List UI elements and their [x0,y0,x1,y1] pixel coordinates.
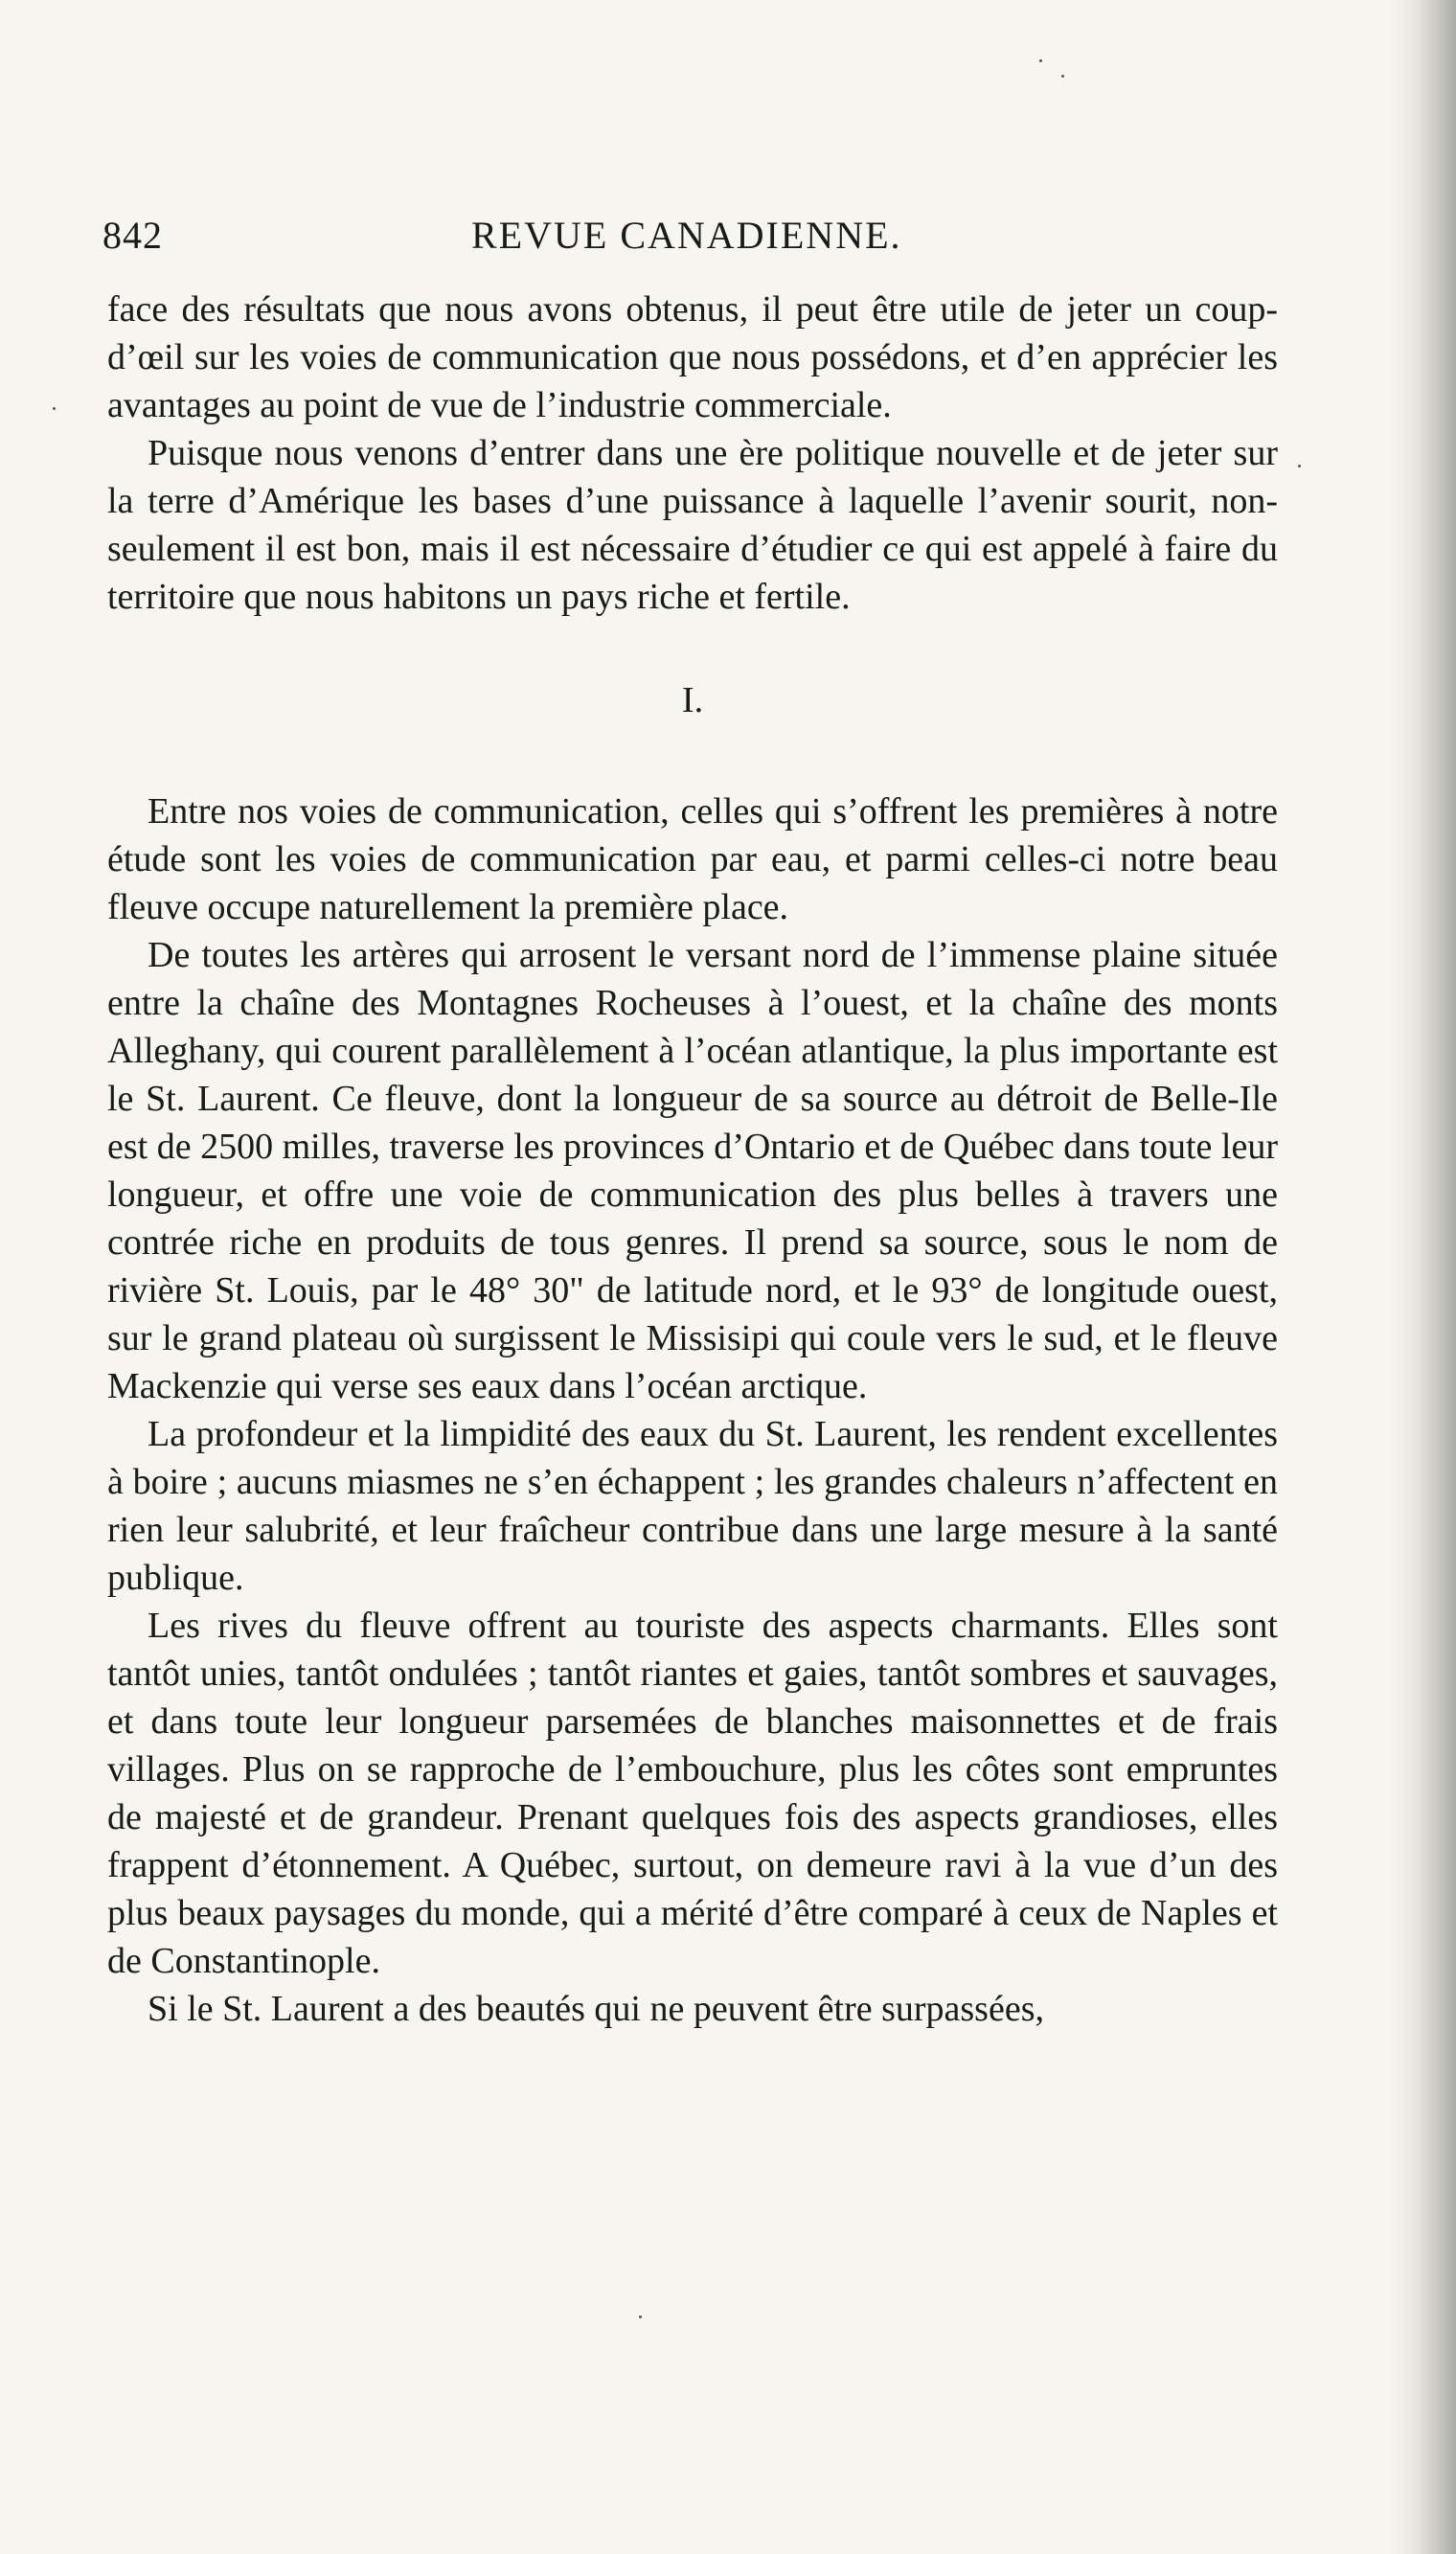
paragraph: face des résultats que nous avons obtenus, il peut être utile de jeter un coup-d’œil sur les voies de communication que nous possédons, et d’en apprécier les avantages au point de vue de l’industrie commerciale. [107,289,1278,425]
paragraph: Puisque nous venons d’entrer dans une ère politique nouvelle et de jeter sur la terre d’Amérique les bases d’une puissance à laquelle l’avenir sourit, non-seulement il est bon, mais il est nécessaire d’étudier ce qui est appelé à faire du territoire que nous habitons un pays riche et fertile. [107,433,1278,617]
paragraph: Si le St. Laurent a des beautés qui ne peuvent être surpassées, [148,1989,1044,2029]
scan-speck [1298,465,1301,467]
page-edge-shadow [1389,0,1456,2554]
page-number: 842 [102,214,163,257]
page-header [102,213,1284,261]
paragraph: Entre nos voies de communication, celles qui s’offrent les premières à notre étude sont les voies de communication par eau, et parmi celles-ci notre beau fleuve occupe naturellement la première place. [107,791,1278,927]
scan-speck [639,2315,642,2318]
section-heading: I. [681,680,704,720]
paragraph: Les rives du fleuve offrent au touriste des aspects charmants. Elles sont tantôt unies, tantôt ondulées ; tantôt riantes et gaies, tantôt sombres et sauvages, et dans toute leur longueur parsemées de blanches maisonnettes et de frais villages. Plus on se rapproche de l’embouchure, plus les côtes sont empruntes de majesté et de grandeur. Prenant quelques fois des aspects grandioses, elles frappent d’étonnement. A Québec, surtout, on demeure ravi à la vue d’un des plus beaux paysages du monde, qui a mérité d’être comparé à ceux de Naples et de Constantinople. [107,1606,1278,1981]
scan-speck [1039,59,1042,62]
paragraph: La profondeur et la limpidité des eaux du St. Laurent, les rendent excellentes à boire ; aucuns miasmes ne s’en échappent ; les grandes chaleurs n’affectent en rien leur salubrité, et leur fraîcheur contribue dans une large mesure à la santé publique. [107,1414,1278,1598]
running-title: REVUE CANADIENNE. [471,214,902,257]
paragraph: De toutes les artères qui arrosent le versant nord de l’immense plaine située entre la chaîne des Montagnes Rocheuses à l’ouest, et la chaîne des monts Alleghany, qui courent parallèlement à l’océan atlantique, la plus importante est le St. Laurent. Ce fleuve, dont la longueur de sa source au détroit de Belle-Ile est de 2500 milles, traverse les provinces d’Ontario et de Québec dans toute leur longueur, et offre une voie de communication des plus belles à travers une contrée riche en produits de tous genres. Il prend sa source, sous le nom de rivière St. Louis, par le 48° 30" de latitude nord, et le 93° de longitude ouest, sur le grand plateau où surgissent le Missisipi qui coule vers le sud, et le fleuve Mackenzie qui verse ses eaux dans l’océan arctique. [107,935,1278,1406]
scan-speck [53,407,56,410]
body-text [107,285,1278,2033]
scan-speck [1061,75,1064,78]
